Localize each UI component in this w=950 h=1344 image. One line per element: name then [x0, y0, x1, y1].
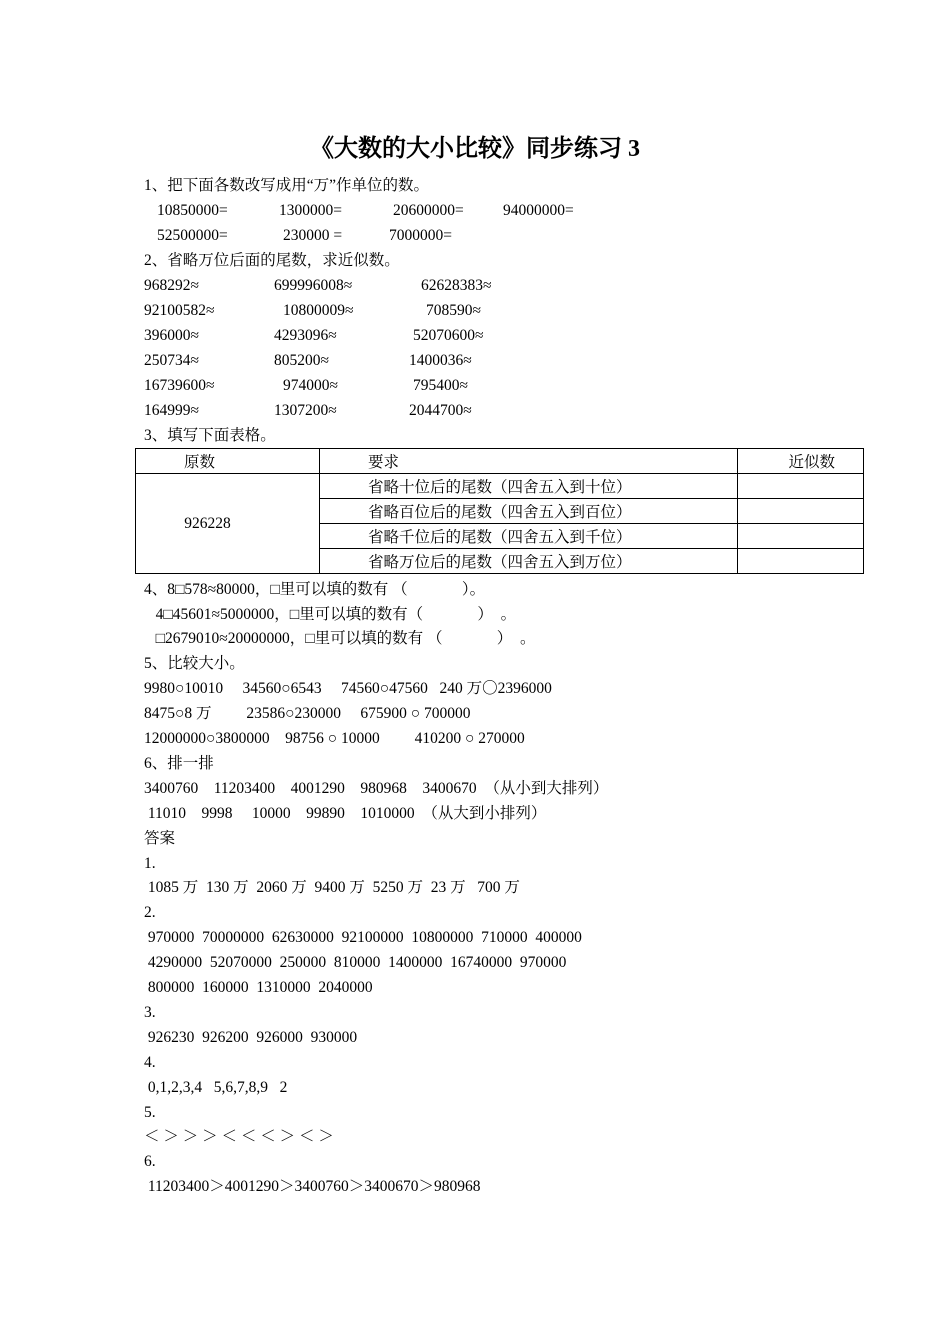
table-cell-answer[interactable] [738, 549, 864, 574]
answer-line: ＜ ＞ ＞ ＞ ＜ ＜ ＜ ＞ ＜ ＞ [144, 1128, 334, 1145]
table-header-row [136, 449, 864, 474]
q4-line: 4□45601≈5000000，□里可以填的数有（ ） 。 [144, 606, 517, 623]
q3-heading: 3、填写下面表格。 [144, 427, 276, 444]
answer-line: 4. [144, 1054, 156, 1071]
answer-line: 3. [144, 1004, 156, 1021]
answers-heading: 答案 [144, 830, 176, 847]
q5-line: 12000000○3800000 98756 ○ 10000 410200 ○ 270000 [144, 730, 525, 747]
answer-line: 11203400＞4001290＞3400760＞3400670＞980968 [144, 1178, 481, 1195]
q4-line: □2679010≈20000000，□里可以填的数有 （ ） 。 [144, 630, 536, 647]
q6-line: 3400760 11203400 4001290 980968 3400670 （从小到大排列） [144, 780, 609, 797]
q5-line: 9980○10010 34560○6543 74560○47560 240 万〇2396000 [144, 680, 552, 697]
q2-item: 1400036≈ [409, 352, 472, 369]
table-cell-requirement: 省略十位后的尾数（四舍五入到十位） [320, 474, 738, 499]
q2-heading: 2、省略万位后面的尾数，求近似数。 [144, 252, 400, 269]
table-header-cell: 要求 [320, 449, 738, 474]
q2-item: 396000≈ [144, 327, 200, 344]
table-cell-answer[interactable] [738, 499, 864, 524]
table-row [136, 474, 864, 499]
answer-line: 1. [144, 855, 156, 872]
q2-item: 164999≈ [144, 402, 200, 419]
answer-line: 926230 926200 926000 930000 [144, 1029, 358, 1046]
q2-item: 1307200≈ [274, 402, 337, 419]
answer-line: 1085 万 130 万 2060 万 9400 万 5250 万 23 万 700 万 [144, 879, 520, 896]
q2-item: 699996008≈ [274, 277, 353, 294]
q2-item: 92100582≈ [144, 302, 215, 319]
q2-item: 2044700≈ [409, 402, 472, 419]
table-cell-requirement: 省略万位后的尾数（四舍五入到万位） [320, 549, 738, 574]
q2-item: 708590≈ [426, 302, 482, 319]
table-cell-requirement: 省略千位后的尾数（四舍五入到千位） [320, 524, 738, 549]
approximation-table [135, 448, 864, 574]
q5-line: 8475○8 万 23586○230000 675900 ○ 700000 [144, 705, 471, 722]
q2-item: 62628383≈ [421, 277, 492, 294]
table-cell-answer[interactable] [738, 524, 864, 549]
q6-line: 11010 9998 10000 99890 1010000 （从大到小排列） [144, 805, 547, 822]
table-header-cell [136, 449, 320, 474]
q1-item: 1300000= [279, 202, 342, 219]
q1-item: 20600000= [393, 202, 464, 219]
answer-line: 970000 70000000 62630000 92100000 10800000 710000 400000 [144, 929, 582, 946]
original-number: 926228 [184, 514, 231, 532]
q2-item: 4293096≈ [274, 327, 337, 344]
q2-item: 974000≈ [283, 377, 339, 394]
answer-line: 800000 160000 1310000 2040000 [144, 979, 373, 996]
q1-item: 94000000= [503, 202, 574, 219]
q6-heading: 6、排一排 [144, 755, 214, 772]
table-header-cell: 近似数 [738, 449, 864, 474]
answer-line: 5. [144, 1104, 156, 1121]
q1-item: 10850000= [157, 202, 228, 219]
table-cell-requirement: 省略百位后的尾数（四舍五入到百位） [320, 499, 738, 524]
q2-item: 10800009≈ [283, 302, 354, 319]
q2-item: 795400≈ [413, 377, 469, 394]
q1-item: 52500000= [157, 227, 228, 244]
q2-item: 16739600≈ [144, 377, 215, 394]
q2-item: 52070600≈ [413, 327, 484, 344]
q1-heading: 1、把下面各数改写成用“万”作单位的数。 [144, 177, 430, 194]
page-title: 《大数的大小比较》同步练习 3 [310, 136, 640, 162]
answer-line: 6. [144, 1153, 156, 1170]
q5-heading: 5、比较大小。 [144, 655, 245, 672]
table-cell-original [136, 474, 320, 574]
q1-item: 230000 = [283, 227, 343, 244]
q2-item: 250734≈ [144, 352, 200, 369]
table-cell-answer[interactable] [738, 474, 864, 499]
q1-item: 7000000= [389, 227, 452, 244]
answer-line: 2. [144, 904, 156, 921]
q2-item: 968292≈ [144, 277, 200, 294]
q2-item: 805200≈ [274, 352, 330, 369]
q4-line: 4、8□578≈80000，□里可以填的数有 （ ）。 [144, 581, 486, 598]
header-original: 原数 [183, 454, 215, 471]
answer-line: 4290000 52070000 250000 810000 1400000 16740000 970000 [144, 954, 567, 971]
answer-line: 0,1,2,3,4 5,6,7,8,9 2 [144, 1079, 288, 1096]
